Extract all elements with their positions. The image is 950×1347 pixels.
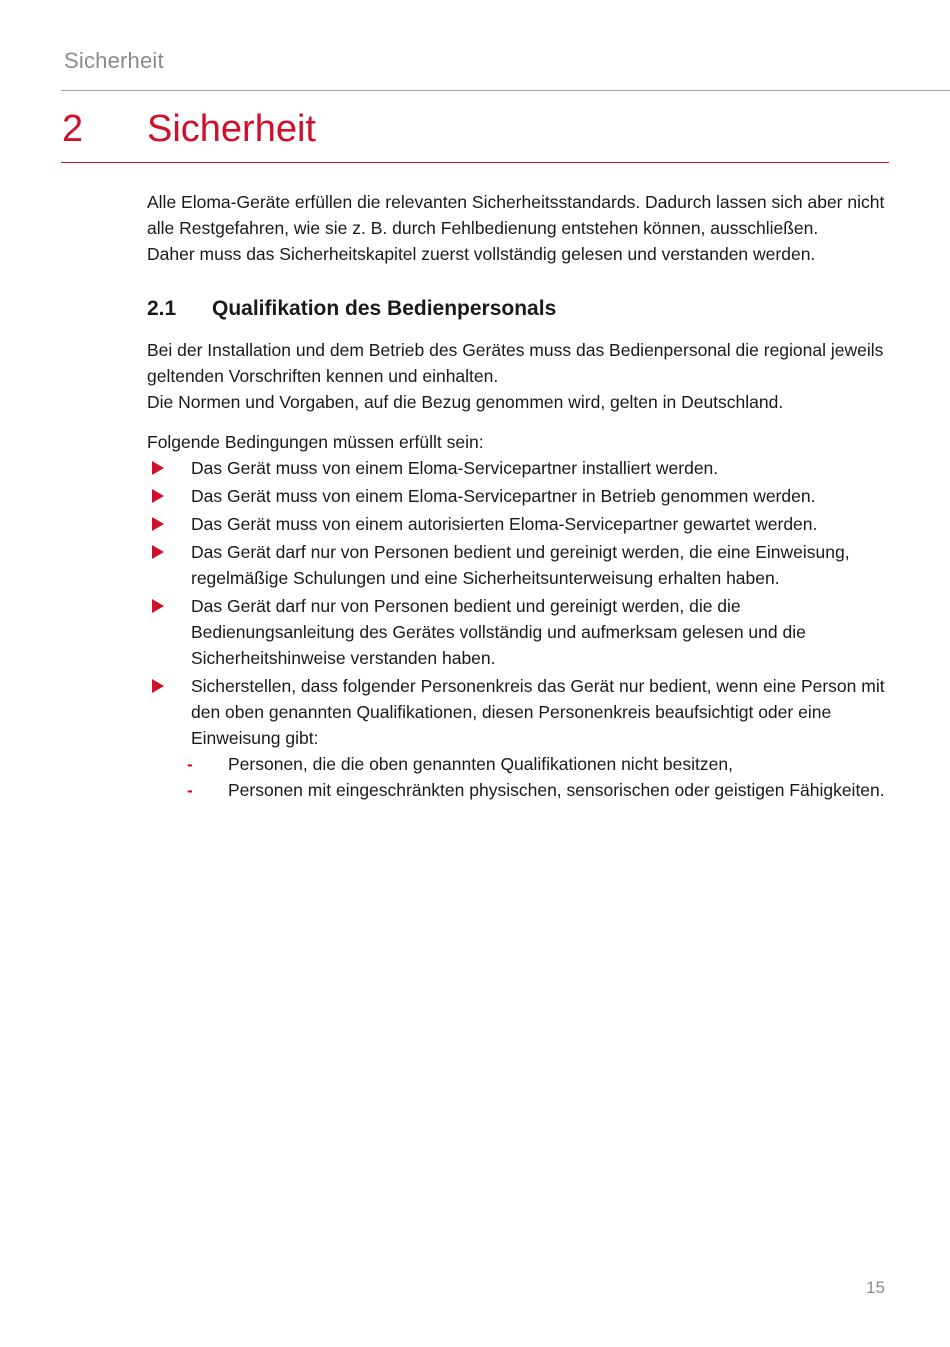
- conditions-list: [147, 455, 889, 803]
- running-header: Sicherheit: [64, 48, 164, 73]
- section-title: Qualifikation des Bedienpersonals: [212, 297, 557, 320]
- header-divider: [61, 90, 950, 91]
- sub-list-item: [187, 751, 889, 777]
- sub-list: [187, 751, 889, 803]
- list-item-text: Das Gerät darf nur von Personen bedient und gereinigt werden, die die Bedienungsanleitung des Gerätes vollständig und aufmerksam gelesen und die Sicherheitshinweise verstanden haben.: [191, 596, 806, 668]
- list-item-text: Das Gerät muss von einem Eloma-Servicepartner in Betrieb genommen werden.: [191, 486, 816, 506]
- conditions-intro: Folgende Bedingungen müssen erfüllt sein:: [147, 432, 484, 452]
- list-item-text: Sicherstellen, dass folgender Personenkreis das Gerät nur bedient, wenn eine Person mit den oben genannten Qualifikationen, diesen Personenkreis beaufsichtigt oder eine Einweisung gibt:: [191, 676, 885, 748]
- sub-list-item: [187, 777, 889, 803]
- intro-paragraph-1: Alle Eloma-Geräte erfüllen die relevanten Sicherheitsstandards. Dadurch lassen sich aber nicht alle Restgefahren, wie sie z. B. durch Fehlbedienung entstehen können, ausschließen.: [147, 192, 885, 238]
- triangle-right-icon: [152, 517, 164, 531]
- dash-icon: -: [187, 780, 193, 800]
- dash-icon: -: [187, 754, 193, 774]
- triangle-right-icon: [152, 461, 164, 475]
- spacer: [147, 415, 889, 429]
- section-heading: [147, 295, 889, 323]
- section-number: 2.1: [147, 297, 177, 320]
- list-item-text: Das Gerät darf nur von Personen bedient und gereinigt werden, die eine Einweisung, regelmäßige Schulungen und eine Sicherheitsunterweisung erhalten haben.: [191, 542, 850, 588]
- section-paragraph-2: Die Normen und Vorgaben, auf die Bezug genommen wird, gelten in Deutschland.: [147, 392, 784, 412]
- chapter-divider: [61, 162, 889, 163]
- chapter-heading: [62, 106, 888, 152]
- section-paragraph-1: Bei der Installation und dem Betrieb des Gerätes muss das Bedienpersonal die regional jeweils geltenden Vorschriften kennen und einhalten.: [147, 340, 884, 386]
- page-content: [147, 189, 889, 805]
- list-item: [147, 673, 889, 803]
- list-item: [147, 455, 889, 481]
- intro-text: [147, 189, 889, 267]
- list-item: [147, 483, 889, 509]
- list-item: [147, 539, 889, 591]
- triangle-right-icon: [152, 545, 164, 559]
- list-item-text: Das Gerät muss von einem autorisierten Eloma-Servicepartner gewartet werden.: [191, 514, 818, 534]
- list-item-text: Das Gerät muss von einem Eloma-Servicepartner installiert werden.: [191, 458, 719, 478]
- chapter-number: 2: [62, 108, 84, 150]
- list-item: [147, 511, 889, 537]
- list-item: [147, 593, 889, 671]
- chapter-title: Sicherheit: [147, 108, 316, 150]
- triangle-right-icon: [152, 489, 164, 503]
- triangle-right-icon: [152, 679, 164, 693]
- intro-paragraph-2: Daher muss das Sicherheitskapitel zuerst vollständig gelesen und verstanden werden.: [147, 244, 816, 264]
- sub-list-item-text: Personen, die die oben genannten Qualifikationen nicht besitzen,: [228, 754, 733, 774]
- sub-list-item-text: Personen mit eingeschränkten physischen, sensorischen oder geistigen Fähigkeiten.: [228, 780, 885, 800]
- triangle-right-icon: [152, 599, 164, 613]
- page-number: 15: [866, 1278, 885, 1297]
